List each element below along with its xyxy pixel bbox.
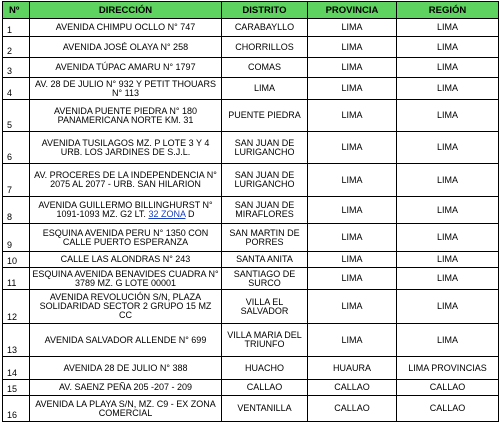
cell-provincia: LIMA — [308, 100, 397, 132]
row-number: 10 — [3, 252, 30, 268]
row-number: 16 — [3, 396, 30, 422]
cell-direccion: AVENIDA SALVADOR ALLENDE N° 699 — [30, 324, 222, 357]
cell-region: LIMA — [397, 19, 499, 37]
document-page — [2, 1, 498, 422]
col-header-number: Nº — [3, 2, 30, 19]
cell-distrito: COMAS — [222, 58, 308, 78]
direccion-text: AVENIDA GUILLERMO BILLINGHURST N° 1091-1093 MZ. G2 LT. — [38, 200, 213, 219]
row-number: 8 — [3, 197, 30, 224]
table-row — [3, 197, 499, 224]
table-row — [3, 19, 499, 37]
cell-direccion: ESQUINA AVENIDA PERU N° 1350 CON CALLE PUERTO ESPERANZA — [30, 224, 222, 252]
cell-distrito: CHORRILLOS — [222, 37, 308, 58]
cell-provincia: LIMA — [308, 324, 397, 357]
table-row — [3, 78, 499, 100]
row-number: 6 — [3, 132, 30, 164]
cell-direccion: AV. SAENZ PEÑA 205 -207 - 209 — [30, 380, 222, 396]
table-row — [3, 380, 499, 396]
row-number: 2 — [3, 37, 30, 58]
row-number: 15 — [3, 380, 30, 396]
col-header-direccion: DIRECCIÓN — [30, 2, 222, 19]
cell-provincia: LIMA — [308, 197, 397, 224]
cell-provincia: LIMA — [308, 78, 397, 100]
row-number: 11 — [3, 268, 30, 290]
cell-distrito: VENTANILLA — [222, 396, 308, 422]
row-number: 7 — [3, 164, 30, 197]
cell-direccion: ESQUINA AVENIDA BENAVIDES CUADRA N° 3789 MZ. G LOTE 00001 — [30, 268, 222, 290]
cell-distrito: LIMA — [222, 78, 308, 100]
table-row — [3, 37, 499, 58]
cell-distrito: VILLA EL SALVADOR — [222, 290, 308, 324]
cell-region: LIMA — [397, 197, 499, 224]
cell-direccion: AVENIDA TUSILAGOS MZ. P LOTE 3 Y 4 URB. LOS JARDINES DE S.J.L. — [30, 132, 222, 164]
cell-provincia: CALLAO — [308, 396, 397, 422]
cell-region: CALLAO — [397, 380, 499, 396]
spellcheck-underlined-text: 32 ZONA — [148, 209, 186, 219]
cell-direccion: AVENIDA JOSÉ OLAYA N° 258 — [30, 37, 222, 58]
col-header-region: REGIÓN — [397, 2, 499, 19]
row-number: 4 — [3, 78, 30, 100]
cell-direccion: AVENIDA LA PLAYA S/N, MZ. C9 - EX ZONA COMERCIAL — [30, 396, 222, 422]
cell-region: LIMA — [397, 58, 499, 78]
table-row — [3, 396, 499, 422]
cell-region: LIMA — [397, 224, 499, 252]
cell-region: LIMA — [397, 164, 499, 197]
col-header-provincia: PROVINCIA — [308, 2, 397, 19]
cell-distrito: SANTA ANITA — [222, 252, 308, 268]
cell-region: LIMA — [397, 132, 499, 164]
table-row — [3, 132, 499, 164]
cell-region: LIMA PROVINCIAS — [397, 357, 499, 380]
cell-direccion: AV. PROCERES DE LA INDEPENDENCIA N° 2075 AL 2077 - URB. SAN HILARION — [30, 164, 222, 197]
row-number: 5 — [3, 100, 30, 132]
cell-distrito: CARABAYLLO — [222, 19, 308, 37]
cell-direccion: CALLE LAS ALONDRAS N° 243 — [30, 252, 222, 268]
cell-direccion: AVENIDA CHIMPU OCLLO N° 747 — [30, 19, 222, 37]
cell-distrito: SAN JUAN DE MIRAFLORES — [222, 197, 308, 224]
row-number: 12 — [3, 290, 30, 324]
cell-provincia: LIMA — [308, 224, 397, 252]
row-number: 1 — [3, 19, 30, 37]
cell-provincia: LIMA — [308, 164, 397, 197]
cell-provincia: LIMA — [308, 19, 397, 37]
cell-region: CALLAO — [397, 396, 499, 422]
cell-provincia: LIMA — [308, 58, 397, 78]
cell-direccion: AV. 28 DE JULIO N° 932 Y PETIT THOUARS N° 113 — [30, 78, 222, 100]
table-row — [3, 58, 499, 78]
cell-region: LIMA — [397, 37, 499, 58]
row-number: 3 — [3, 58, 30, 78]
cell-region: LIMA — [397, 78, 499, 100]
cell-provincia: CALLAO — [308, 380, 397, 396]
cell-direccion: AVENIDA REVOLUCIÓN S/N, PLAZA SOLIDARIDAD SECTOR 2 GRUPO 15 MZ CC — [30, 290, 222, 324]
cell-region: LIMA — [397, 252, 499, 268]
cell-region: LIMA — [397, 324, 499, 357]
cell-provincia: LIMA — [308, 290, 397, 324]
row-number: 9 — [3, 224, 30, 252]
row-number: 14 — [3, 357, 30, 380]
table-row — [3, 100, 499, 132]
cell-provincia: LIMA — [308, 132, 397, 164]
cell-provincia: LIMA — [308, 252, 397, 268]
cell-direccion: AVENIDA 28 DE JULIO N° 388 — [30, 357, 222, 380]
cell-region: LIMA — [397, 268, 499, 290]
table-row — [3, 252, 499, 268]
cell-region: LIMA — [397, 100, 499, 132]
row-number: 13 — [3, 324, 30, 357]
cell-distrito: PUENTE PIEDRA — [222, 100, 308, 132]
table-row — [3, 357, 499, 380]
table-row — [3, 268, 499, 290]
cell-distrito: SAN JUAN DE LURIGANCHO — [222, 132, 308, 164]
direccion-text-end: D — [187, 209, 195, 219]
cell-direccion: AVENIDA TÚPAC AMARU N° 1797 — [30, 58, 222, 78]
cell-direccion: AVENIDA PUENTE PIEDRA N° 180 PANAMERICANA NORTE KM. 31 — [30, 100, 222, 132]
cell-provincia: HUAURA — [308, 357, 397, 380]
cell-distrito: VILLA MARIA DEL TRIUNFO — [222, 324, 308, 357]
cell-distrito: HUACHO — [222, 357, 308, 380]
address-table — [2, 1, 499, 422]
cell-distrito: CALLAO — [222, 380, 308, 396]
col-header-distrito: DISTRITO — [222, 2, 308, 19]
table-header-row — [3, 2, 499, 19]
cell-direccion — [30, 197, 222, 224]
table-row — [3, 224, 499, 252]
table-row — [3, 290, 499, 324]
cell-provincia: LIMA — [308, 268, 397, 290]
cell-region: LIMA — [397, 290, 499, 324]
cell-distrito: SAN MARTIN DE PORRES — [222, 224, 308, 252]
cell-provincia: LIMA — [308, 37, 397, 58]
table-row — [3, 324, 499, 357]
cell-distrito: SANTIAGO DE SURCO — [222, 268, 308, 290]
cell-distrito: SAN JUAN DE LURIGANCHO — [222, 164, 308, 197]
table-row — [3, 164, 499, 197]
